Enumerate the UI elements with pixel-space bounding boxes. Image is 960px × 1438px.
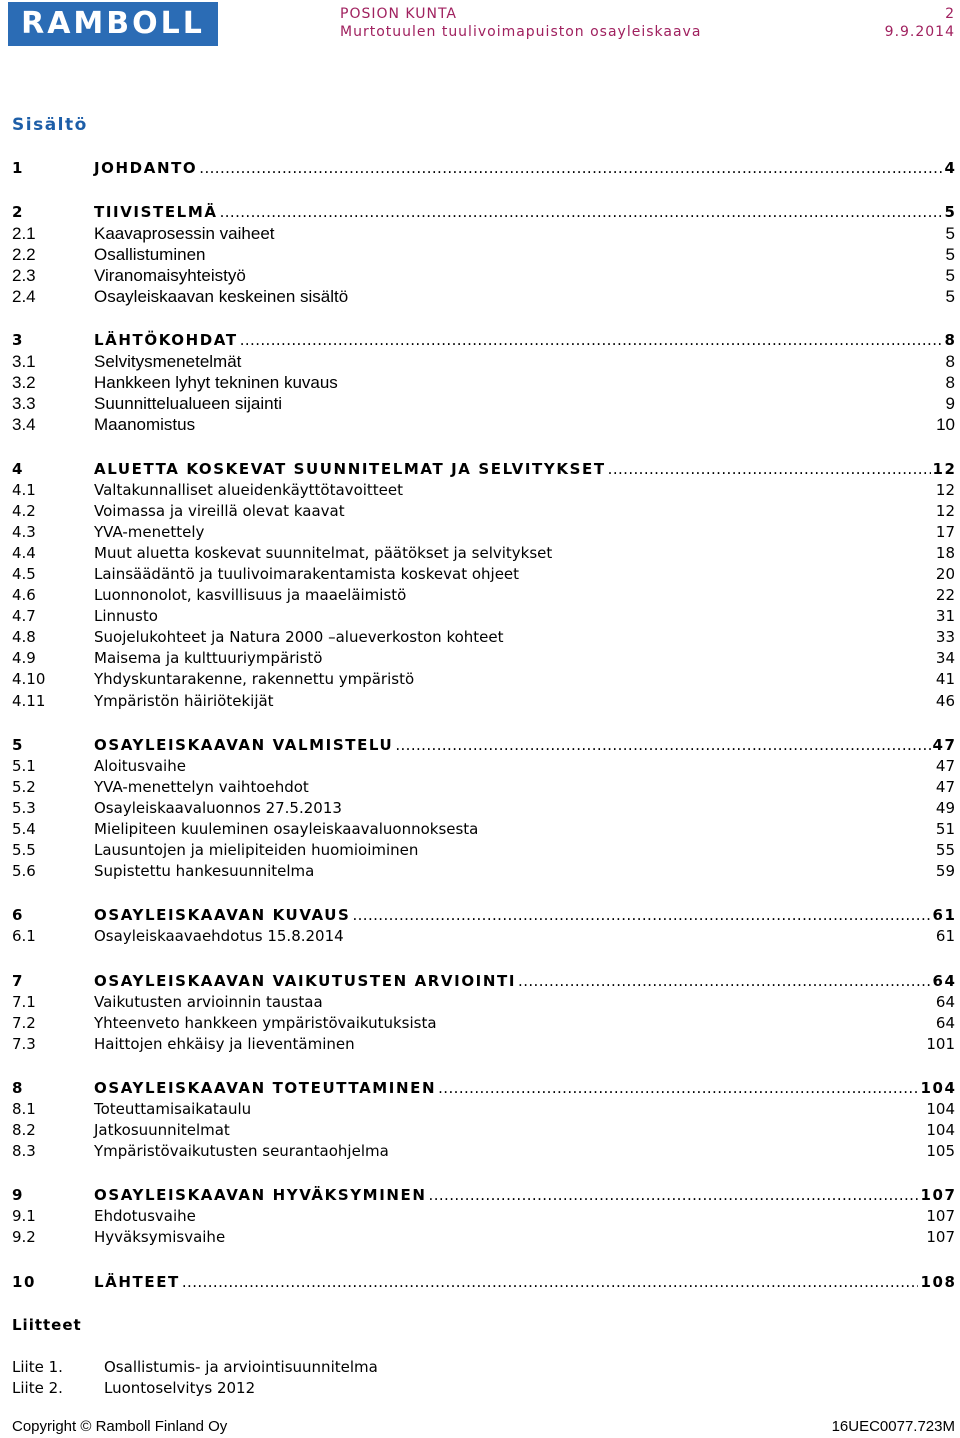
subsection-page-number: 22 (935, 586, 955, 605)
spacer (478, 819, 936, 840)
appendix-label: Liite 1. (12, 1358, 63, 1377)
subsection-page-number: 41 (935, 670, 955, 689)
subsection-page-number: 17 (935, 522, 955, 541)
subsection-title: Osayleiskaavan keskeinen sisältö (94, 286, 349, 306)
toc-sub-entry (12, 244, 955, 265)
subsection-page-number: 105 (926, 1142, 955, 1161)
subsection-number: 2.3 (12, 265, 36, 285)
subsection-title: Yhteenveto hankkeen ympäristövaikutuksista (94, 1013, 437, 1032)
subsection-number: 7.3 (12, 1034, 36, 1053)
ramboll-logo: RAMBOLL (8, 2, 218, 46)
toc-section-group (12, 971, 955, 1055)
appendix-entry (12, 1357, 955, 1378)
subsection-page-number: 107 (926, 1207, 955, 1226)
dot-leader (518, 971, 930, 992)
toc-section-group (12, 1272, 955, 1293)
toc-sub-entry (12, 840, 955, 861)
subsection-number: 3.4 (12, 415, 36, 435)
subsection-number: 3.2 (12, 373, 36, 393)
subsection-page-number: 5 (945, 265, 955, 285)
section-title: TIIVISTELMÄ (94, 202, 218, 221)
subsection-page-number: 5 (945, 286, 955, 306)
subsection-page-number: 64 (935, 1013, 955, 1032)
spacer (344, 926, 936, 947)
subsection-title: Haittojen ehkäisy ja lieventäminen (94, 1034, 355, 1053)
dot-leader (608, 459, 931, 480)
toc-main-entry (12, 1078, 955, 1099)
spacer (414, 669, 936, 690)
toc-sub-entry (12, 992, 955, 1013)
toc-sub-entry (12, 414, 955, 435)
subsection-title: YVA-menettelyn vaihtoehdot (94, 777, 309, 796)
subsection-title: Maisema ja kulttuuriympäristö (94, 649, 323, 668)
section-number: 10 (12, 1272, 37, 1291)
subsection-page-number: 55 (935, 841, 955, 860)
section-page-number: 8 (944, 331, 957, 350)
subsection-title: Mielipiteen kuuleminen osayleiskaavaluonnoksesta (94, 820, 479, 839)
spacer (314, 861, 936, 882)
subsection-title: Supistettu hankesuunnitelma (94, 862, 315, 881)
toc-sub-entry (12, 926, 955, 947)
subsection-title: Jatkosuunnitelmat (94, 1121, 230, 1140)
section-number: 2 (12, 202, 25, 221)
toc-section-group (12, 459, 955, 712)
subsection-title: Ympäristövaikutusten seurantaohjelma (94, 1142, 389, 1161)
subsection-page-number: 47 (935, 756, 955, 775)
appendix-title: Luontoselvitys 2012 (104, 1379, 256, 1398)
subsection-page-number: 18 (935, 543, 955, 562)
appendices-title: Liitteet (12, 1316, 82, 1335)
subsection-page-number: 104 (926, 1099, 955, 1118)
subsection-number: 8.1 (12, 1099, 36, 1118)
section-title: OSAYLEISKAAVAN TOTEUTTAMINEN (94, 1078, 437, 1097)
spacer (196, 1206, 927, 1227)
appendix-title: Osallistumis- ja arviointisuunnitelma (104, 1358, 378, 1377)
section-number: 3 (12, 331, 25, 350)
subsection-number: 4.5 (12, 565, 36, 583)
toc-main-entry (12, 905, 955, 926)
subsection-title: Voimassa ja vireillä olevat kaavat (94, 501, 345, 520)
section-number: 1 (12, 158, 25, 177)
subsection-page-number: 34 (935, 649, 955, 668)
subsection-page-number: 5 (945, 223, 955, 243)
header-client: POSION KUNTA (340, 6, 457, 22)
section-page-number: 12 (932, 459, 957, 478)
toc-sub-entry (12, 1099, 955, 1120)
spacer (437, 1013, 936, 1034)
subsection-page-number: 64 (935, 992, 955, 1011)
toc-sub-entry (12, 522, 955, 543)
toc-main-entry (12, 735, 955, 756)
spacer (389, 1141, 927, 1162)
dot-leader (438, 1078, 918, 1099)
dot-leader (429, 1185, 919, 1206)
subsection-page-number: 61 (935, 927, 955, 946)
subsection-page-number: 12 (935, 501, 955, 520)
toc-sub-entry (12, 351, 955, 372)
subsection-title: Maanomistus (94, 415, 196, 435)
toc-sub-entry (12, 265, 955, 286)
toc-sub-entry (12, 393, 955, 414)
spacer (204, 522, 935, 543)
table-of-contents (12, 158, 955, 1400)
toc-sub-entry (12, 223, 955, 244)
spacer (246, 265, 946, 286)
section-title: JOHDANTO (94, 158, 198, 177)
subsection-page-number: 104 (926, 1121, 955, 1140)
subsection-title: Lausuntojen ja mielipiteiden huomioiminen (94, 841, 419, 860)
subsection-page-number: 10 (936, 415, 955, 435)
section-number: 5 (12, 735, 25, 754)
section-title: OSAYLEISKAAVAN VAIKUTUSTEN ARVIOINTI (94, 971, 517, 990)
spacer (186, 756, 936, 777)
section-title: ALUETTA KOSKEVAT SUUNNITELMAT JA SELVITYKSET (94, 459, 606, 478)
header-document-info (340, 5, 701, 41)
subsection-title: Suojelukohteet ja Natura 2000 –alueverkoston kohteet (94, 628, 504, 647)
dot-leader (395, 735, 930, 756)
subsection-title: Linnusto (94, 607, 158, 626)
subsection-title: Ympäristön häiriötekijät (94, 691, 274, 710)
toc-section-group (12, 1078, 955, 1162)
subsection-title: Luonnonolot, kasvillisuus ja maaeläimistö (94, 586, 407, 605)
section-page-number: 5 (944, 202, 957, 221)
toc-sub-entry (12, 669, 955, 690)
spacer (338, 372, 946, 393)
section-title: LÄHTEET (94, 1272, 180, 1291)
subsection-number: 4.8 (12, 628, 36, 647)
subsection-number: 6.1 (12, 927, 36, 946)
subsection-page-number: 5 (945, 244, 955, 264)
section-number: 6 (12, 906, 25, 925)
subsection-number: 5.6 (12, 862, 36, 881)
toc-sub-entry (12, 564, 955, 585)
toc-main-entry (12, 971, 955, 992)
subsection-page-number: 20 (935, 565, 955, 583)
spacer (552, 543, 936, 564)
toc-section-group (12, 202, 955, 307)
subsection-page-number: 59 (935, 862, 955, 881)
toc-sub-entry (12, 286, 955, 307)
header-page-info (885, 5, 955, 41)
spacer (230, 1120, 927, 1141)
toc-sub-entry (12, 648, 955, 669)
dot-leader (220, 202, 943, 223)
spacer (348, 286, 945, 307)
subsection-number: 7.1 (12, 992, 36, 1011)
subsection-number: 3.1 (12, 352, 36, 372)
spacer (345, 501, 936, 522)
section-page-number: 108 (920, 1272, 957, 1291)
toc-main-entry (12, 330, 955, 351)
subsection-page-number: 51 (935, 820, 955, 839)
footer-document-id: 16UEC0077.723M (831, 1418, 955, 1435)
subsection-title: Kaavaprosessin vaiheet (94, 223, 275, 243)
toc-section-group (12, 1185, 955, 1248)
spacer (241, 351, 945, 372)
section-title: OSAYLEISKAAVAN HYVÄKSYMINEN (94, 1186, 427, 1205)
section-page-number: 64 (932, 971, 957, 990)
toc-sub-entry (12, 585, 955, 606)
toc-sub-entry (12, 501, 955, 522)
subsection-number: 2.1 (12, 223, 36, 243)
subsection-title: Viranomaisyhteistyö (94, 265, 246, 285)
subsection-number: 5.2 (12, 777, 36, 796)
subsection-title: YVA-menettely (94, 522, 205, 541)
subsection-title: Hyväksymisvaihe (94, 1228, 226, 1247)
spacer (309, 777, 936, 798)
toc-sub-entry (12, 1227, 955, 1248)
toc-sub-entry (12, 627, 955, 648)
spacer (225, 1227, 926, 1248)
subsection-number: 4.10 (12, 670, 46, 689)
subsection-number: 5.1 (12, 756, 36, 775)
subsection-title: Vaikutusten arvioinnin taustaa (94, 992, 323, 1011)
subsection-number: 2.4 (12, 286, 36, 306)
subsection-number: 3.3 (12, 394, 36, 414)
toc-sub-entry (12, 606, 955, 627)
toc-main-entry (12, 1185, 955, 1206)
section-title: OSAYLEISKAAVAN VALMISTELU (94, 735, 394, 754)
subsection-number: 4.4 (12, 543, 36, 562)
spacer (355, 1034, 927, 1055)
toc-sub-entry (12, 1206, 955, 1227)
spacer (403, 480, 936, 501)
toc-sub-entry (12, 543, 955, 564)
subsection-number: 4.11 (12, 691, 46, 710)
spacer (275, 223, 946, 244)
section-page-number: 61 (932, 906, 957, 925)
subsection-page-number: 8 (945, 373, 955, 393)
subsection-page-number: 101 (926, 1034, 955, 1053)
spacer (274, 691, 936, 712)
subsection-number: 7.2 (12, 1013, 36, 1032)
spacer (251, 1099, 926, 1120)
toc-section-group (12, 905, 955, 947)
section-number: 7 (12, 971, 25, 990)
dot-leader (199, 158, 942, 179)
subsection-page-number: 9 (945, 394, 955, 414)
appendix-label: Liite 2. (12, 1379, 63, 1398)
toc-main-entry (12, 459, 955, 480)
spacer (504, 627, 936, 648)
subsection-page-number: 107 (926, 1228, 955, 1247)
subsection-title: Yhdyskuntarakenne, rakennettu ympäristö (94, 670, 415, 689)
page-footer (12, 1418, 955, 1436)
section-number: 8 (12, 1078, 25, 1097)
header-project-title: Murtotuulen tuulivoimapuiston osayleiskaava (340, 24, 702, 40)
subsection-title: Toteuttamisaikataulu (94, 1099, 252, 1118)
toc-sub-entry (12, 1013, 955, 1034)
subsection-number: 4.2 (12, 501, 36, 520)
subsection-title: Muut aluetta koskevat suunnitelmat, päätökset ja selvitykset (94, 543, 553, 562)
subsection-number: 4.9 (12, 649, 36, 668)
section-title: LÄHTÖKOHDAT (94, 331, 238, 350)
toc-main-entry (12, 1272, 955, 1293)
subsection-title: Osallistuminen (94, 244, 206, 264)
toc-section-list (12, 158, 955, 1293)
spacer (206, 244, 946, 265)
section-page-number: 104 (920, 1078, 957, 1097)
subsection-page-number: 47 (935, 777, 955, 796)
spacer (322, 648, 935, 669)
footer-copyright: Copyright © Ramboll Finland Oy (12, 1418, 228, 1435)
toc-sub-entry (12, 819, 955, 840)
subsection-number: 4.3 (12, 522, 36, 541)
toc-sub-entry (12, 1034, 955, 1055)
section-page-number: 4 (944, 158, 957, 177)
toc-sub-entry (12, 372, 955, 393)
toc-sub-entry (12, 1120, 955, 1141)
subsection-title: Aloitusvaihe (94, 756, 186, 775)
dot-leader (182, 1272, 919, 1293)
subsection-page-number: 33 (935, 628, 955, 647)
subsection-number: 5.4 (12, 820, 36, 839)
toc-section-group (12, 158, 955, 179)
toc-sub-entry (12, 777, 955, 798)
subsection-number: 4.6 (12, 586, 36, 605)
spacer (195, 414, 936, 435)
subsection-number: 9.2 (12, 1228, 36, 1247)
subsection-number: 2.2 (12, 244, 36, 264)
toc-sub-entry (12, 1141, 955, 1162)
toc-sub-entry (12, 480, 955, 501)
spacer (418, 840, 935, 861)
subsection-title: Suunnittelualueen sijainti (94, 394, 283, 414)
spacer (323, 992, 936, 1013)
toc-main-entry (12, 202, 955, 223)
spacer (519, 564, 936, 585)
subsection-number: 5.5 (12, 841, 36, 860)
subsection-number: 8.2 (12, 1121, 36, 1140)
subsection-title: Osayleiskaavaehdotus 15.8.2014 (94, 927, 344, 946)
section-page-number: 107 (920, 1186, 957, 1205)
section-title: OSAYLEISKAAVAN KUVAUS (94, 906, 351, 925)
subsection-page-number: 31 (935, 607, 955, 626)
toc-section-group (12, 735, 955, 883)
section-number: 4 (12, 459, 25, 478)
subsection-number: 5.3 (12, 798, 36, 817)
subsection-title: Valtakunnalliset alueidenkäyttötavoitteet (94, 480, 404, 499)
subsection-page-number: 8 (945, 352, 955, 372)
subsection-number: 9.1 (12, 1207, 36, 1226)
toc-sub-entry (12, 691, 955, 712)
header-page-number: 2 (945, 6, 955, 22)
toc-sub-entry (12, 756, 955, 777)
subsection-title: Ehdotusvaihe (94, 1207, 196, 1226)
section-number: 9 (12, 1186, 25, 1205)
toc-sub-entry (12, 861, 955, 882)
header-date: 9.9.2014 (884, 24, 955, 40)
toc-main-entry (12, 158, 955, 179)
toc-section-group (12, 330, 955, 435)
spacer (158, 606, 936, 627)
subsection-page-number: 12 (935, 480, 955, 499)
spacer (282, 393, 945, 414)
section-page-number: 47 (932, 735, 957, 754)
subsection-number: 4.1 (12, 480, 36, 499)
subsection-title: Selvitysmenetelmät (94, 352, 242, 372)
appendices-list (12, 1357, 955, 1399)
subsection-page-number: 46 (935, 691, 955, 710)
subsection-page-number: 49 (935, 798, 955, 817)
dot-leader (352, 905, 930, 926)
appendix-entry (12, 1378, 955, 1399)
spacer (342, 798, 936, 819)
dot-leader (240, 330, 943, 351)
toc-sub-entry (12, 798, 955, 819)
subsection-title: Osayleiskaavaluonnos 27.5.2013 (94, 798, 342, 817)
subsection-title: Lainsäädäntö ja tuulivoimarakentamista koskevat ohjeet (94, 565, 520, 583)
subsection-title: Hankkeen lyhyt tekninen kuvaus (94, 373, 338, 393)
toc-title: Sisältö (12, 115, 88, 135)
subsection-number: 8.3 (12, 1142, 36, 1161)
spacer (406, 585, 936, 606)
subsection-number: 4.7 (12, 607, 36, 626)
